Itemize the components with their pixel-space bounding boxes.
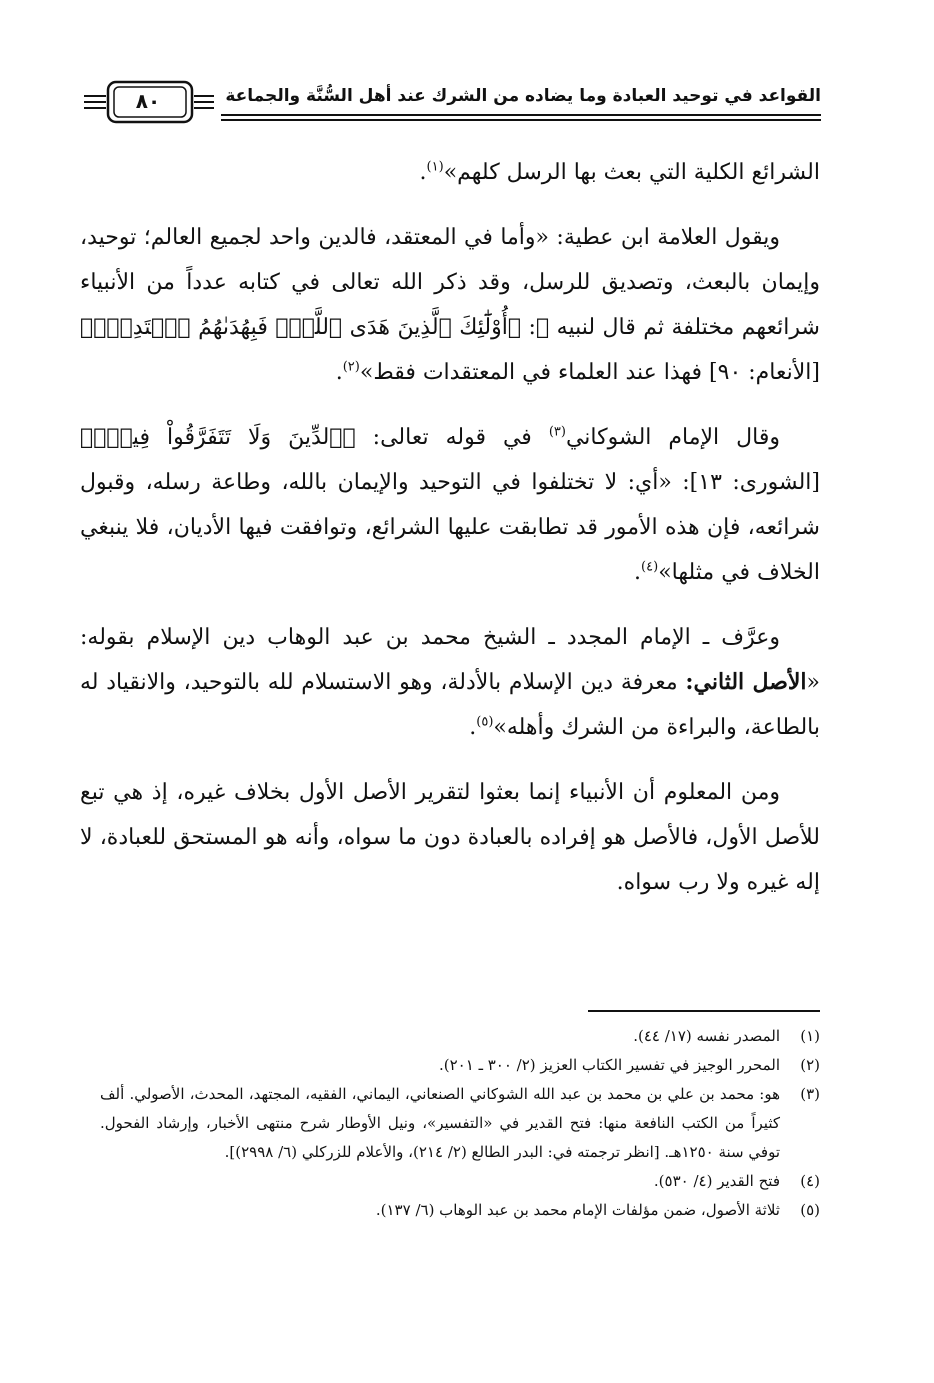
footnote-number: (٢) [800,1056,820,1074]
paragraph-1-text: الشرائع الكلية التي بعث بها الرسل كلهم» [443,160,820,185]
footnote-1 [100,1022,820,1051]
footnote-ref-5[interactable]: (٥) [476,714,494,730]
paragraph-3-text-b: في قوله تعالى: ﴿ٱلدِّينَ وَلَا تَتَفَرَّقُواْ فِيهِۚ﴾ [الشورى: ١٣]: «أي: لا تختلفوا في التوحيد والإيمان بالله، وطاعة رسله، وقبول شرائعه، فإن هذه الأمور قد تطابقت عليها الشرائع، وتوافقت فيها الأديان، فلا ينبغي الخلاف في مثلها» [80,425,821,585]
footnote-number: (٣) [800,1085,820,1103]
header-rule [221,114,821,124]
footnote-separator [588,1010,820,1012]
footnote-5 [100,1196,820,1225]
paragraph-3-text-a: وقال الإمام الشوكاني [565,425,780,450]
footnote-ref-1[interactable]: (١) [426,159,444,175]
page-header [76,80,821,132]
paragraph-2-text: ويقول العلامة ابن عطية: «وأما في المعتقد، فالدين واحد لجميع العالم؛ توحيد، وإيمان بالبعث، وتصديق للرسل، وقد ذكر الله تعالى في كتابه عدداً من الأنبياء شرائعهم مختلفة ثم قال لنبيه ﷺ: ﴿أُوْلَٰٓئِكَ ٱلَّذِينَ هَدَى ٱللَّهُۖ فَبِهُدَىٰهُمُ ٱقۡتَدِهۡۗ﴾ [الأنعام: ٩٠] فهذا عند العلماء في المعتقدات فقط» [80,225,820,385]
paragraph-5 [80,770,820,905]
paragraph-5-text: ومن المعلوم أن الأنبياء إنما بعثوا لتقرير الأصل الأول بخلاف غيره، إذ هي تبع للأصل الأول، فالأصل هو إفراده بالعبادة دون ما سواه، وأنه هو المستحق للعبادة، لا إله غيره ولا رب سواه. [80,780,820,895]
footnote-text: هو: محمد بن علي بن محمد بن عبد الله الشوكاني الصنعاني، اليماني، الفقيه، المجتهد، المحدث، الأصولي. ألف كثيراً من الكتب النافعة منها: فتح القدير في «التفسير»، ونيل الأوطار شرح منتهى الأخبار، وإرشاد الفحول. توفي سنة ١٢٥٠هـ. [انظر ترجمته في: البدر الطالع (٢/ ٢١٤)، والأعلام للزركلي (٦/ ٢٩٩٨)]. [100,1085,780,1161]
paragraph-1 [80,150,820,195]
paragraph-4-end: . [469,715,477,740]
paragraph-4-text-a: وعرَّف ـ الإمام المجدد ـ الشيخ محمد بن عبد الوهاب دين الإسلام بقوله: « [80,625,821,695]
main-text [80,150,820,925]
footnotes [100,1022,820,1225]
footnote-number: (٥) [800,1201,820,1219]
paragraph-4-text-b: معرفة دين الإسلام بالأدلة، وهو الاستسلام لله بالتوحيد، والانقياد له بالطاعة، والبراءة من الشرك وأهله» [80,670,820,740]
footnote-3 [100,1080,820,1167]
footnote-2 [100,1051,820,1080]
paragraph-4 [80,615,820,750]
footnote-text: المصدر نفسه (١٧/ ٤٤). [633,1027,780,1045]
footnote-ref-3[interactable]: (٣) [548,424,566,440]
footnote-text: فتح القدير (٤/ ٥٣٠). [653,1172,780,1190]
footnote-ref-4[interactable]: (٤) [641,559,659,575]
footnote-4 [100,1167,820,1196]
running-header-title: القواعد في توحيد العبادة وما يضاده من الشرك عند أهل السُّنَّة والجماعة [225,86,821,106]
page-number: ٨٠ [135,89,161,113]
footnote-ref-2[interactable]: (٢) [342,359,360,375]
paragraph-2 [80,215,820,395]
paragraph-3 [80,415,820,595]
paragraph-4-bold-term: الأصل الثاني: [685,669,807,695]
paragraph-1-end: . [419,160,427,185]
paragraph-2-end: . [335,360,343,385]
footnote-text: ثلاثة الأصول، ضمن مؤلفات الإمام محمد بن عبد الوهاب (٦/ ١٣٧). [375,1201,780,1219]
footnote-text: المحرر الوجيز في تفسير الكتاب العزيز (٢/ ٣٠٠ ـ ٢٠١). [439,1056,780,1074]
footnote-number: (٤) [800,1172,820,1190]
paragraph-3-end: . [634,560,642,585]
footnote-number: (١) [800,1027,820,1045]
page-number-frame [84,80,214,124]
